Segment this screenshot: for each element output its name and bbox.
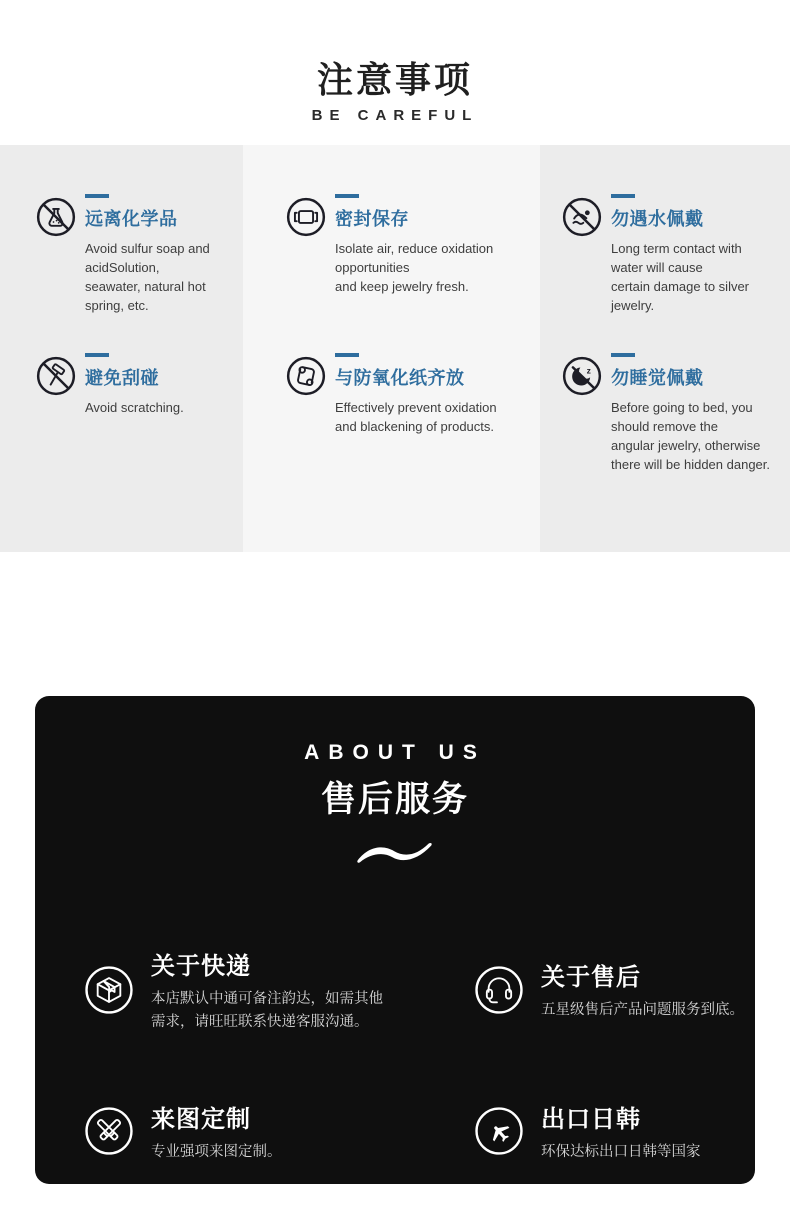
no-sleep-wear-icon: [561, 355, 603, 397]
service-item-line: 环保达标出口日韩等国家: [541, 1144, 701, 1160]
service-item-line: 五星级售后产品问题服务到底。: [541, 1002, 744, 1019]
care-item-content: [335, 194, 493, 296]
accent-dash: [611, 353, 635, 357]
care-item-title: 密封保存: [335, 208, 409, 229]
service-item-after-sales: [473, 946, 744, 1033]
care-item-content: [611, 194, 749, 315]
care-item-line: there will be hidden danger.: [611, 456, 771, 472]
accent-dash: [611, 194, 635, 198]
service-item-title: 关于售后: [541, 964, 641, 992]
accent-dash: [335, 194, 359, 198]
care-item-line: water will cause: [611, 259, 703, 275]
care-item-line: spring, etc.: [85, 297, 149, 313]
precautions-header: [0, 0, 790, 124]
care-item-title: 避免刮碰: [85, 367, 159, 388]
care-item-sealed-storage: [285, 194, 540, 353]
care-item-no-water-wear: [561, 194, 790, 353]
care-item-title: 勿遇水佩戴: [611, 208, 704, 229]
precautions-grid: [0, 145, 790, 552]
anti-oxidation-paper-icon: [285, 355, 327, 397]
service-item-line: 专业强项来图定制。: [151, 1144, 282, 1160]
after-sales-grid: [35, 946, 755, 1164]
service-item-custom-design: [83, 1099, 473, 1164]
custom-design-icon: [83, 1105, 135, 1157]
precautions-title: 注意事项: [316, 59, 473, 100]
svg-text:z: z: [586, 365, 591, 376]
service-item-content: [151, 1099, 282, 1164]
care-item-no-sleep-wear: [561, 353, 790, 512]
care-item-line: Avoid scratching.: [85, 399, 184, 415]
airplane-icon: [473, 1105, 525, 1157]
service-item-content: [541, 1099, 701, 1164]
service-item-title: 出口日韩: [541, 1106, 641, 1133]
care-item-content: [611, 353, 770, 474]
care-item-line: should remove the: [611, 418, 718, 434]
care-item-line: Before going to bed, you: [611, 399, 753, 415]
care-item-line: Effectively prevent oxidation: [335, 399, 497, 415]
service-item-line: 需求，请旺旺联系快递客服沟通。: [151, 1013, 369, 1030]
care-item-title: 远离化学品: [85, 208, 178, 229]
service-item-title: 关于快递: [151, 953, 251, 980]
care-item-title: 与防氧化纸齐放: [335, 367, 465, 388]
care-item-content: [85, 353, 184, 417]
about-us-eyebrow: ABOUT US: [304, 741, 486, 764]
sealed-storage-icon: [285, 196, 327, 238]
after-sales-title: 售后服务: [320, 780, 469, 819]
service-item-shipping: [83, 946, 473, 1033]
service-item-export: [473, 1099, 744, 1164]
care-item-line: Avoid sulfur soap and: [85, 240, 210, 256]
accent-dash: [85, 353, 109, 357]
care-item-content: [85, 194, 210, 315]
care-item-line: Long term contact with: [611, 240, 742, 256]
precautions-column-1: [0, 145, 243, 552]
headset-icon: [473, 964, 525, 1016]
no-scratch-icon: [35, 355, 77, 397]
care-item-title: 勿睡觉佩戴: [611, 367, 704, 388]
care-item-line: and keep jewelry fresh.: [335, 278, 469, 294]
care-item-line: seawater, natural hot: [85, 278, 206, 294]
precautions-column-2: [243, 145, 540, 552]
service-item-line: 本店默认中通可备注韵达，如需其他: [151, 991, 383, 1007]
package-icon: [83, 964, 135, 1016]
care-item-line: certain damage to silver: [611, 278, 750, 294]
service-item-content: [541, 957, 744, 1022]
care-item-line: and blackening of products.: [335, 418, 494, 434]
swash-ornament-icon: [35, 838, 755, 866]
no-chemicals-icon: [35, 196, 77, 238]
after-sales-card: [35, 696, 755, 1184]
care-item-line: angular jewelry, otherwise: [611, 437, 761, 453]
precautions-subtitle: BE CAREFUL: [311, 107, 479, 124]
accent-dash: [335, 353, 359, 357]
precautions-column-3: [540, 145, 790, 552]
care-item-no-scratch: [35, 353, 243, 512]
care-item-anti-oxidation-paper: [285, 353, 540, 512]
care-item-content: [335, 353, 497, 436]
care-item-line: Isolate air, reduce oxidation: [335, 240, 494, 256]
service-item-content: [151, 946, 383, 1033]
care-item-no-chemicals: [35, 194, 243, 353]
no-water-wear-icon: [561, 196, 603, 238]
care-item-line: opportunities: [335, 259, 410, 275]
accent-dash: [85, 194, 109, 198]
care-item-line: jewelry.: [611, 297, 655, 313]
care-item-line: acidSolution,: [85, 259, 160, 275]
service-item-title: 来图定制: [151, 1106, 251, 1133]
